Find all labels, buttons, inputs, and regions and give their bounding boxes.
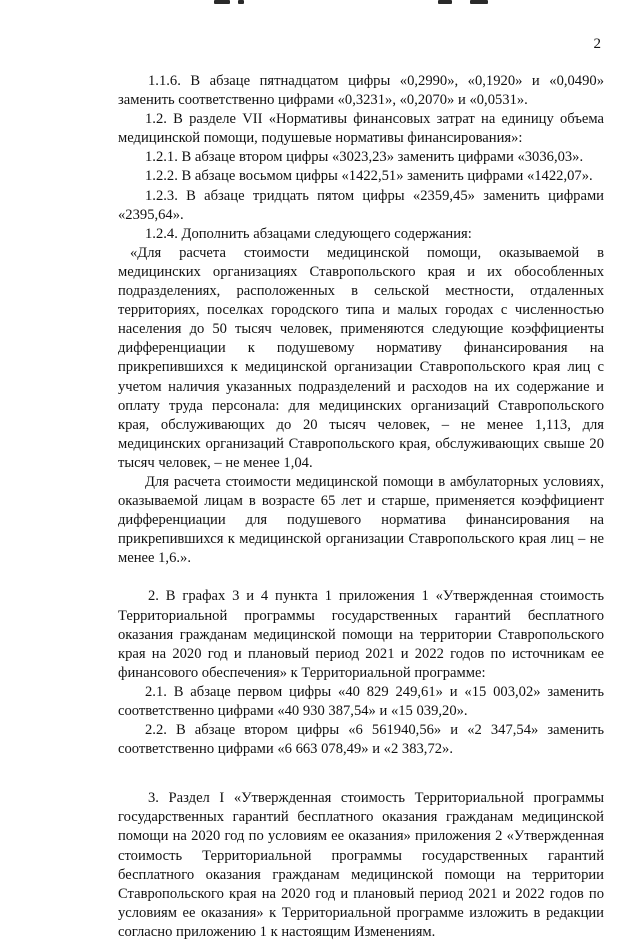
paragraph-1-2-4: 1.2.4. Дополнить абзацами следующего содержания:: [145, 225, 472, 242]
document-body: [118, 72, 604, 942]
paragraph-1-2-1: 1.2.1. В абзаце втором цифры «3023,23» заменить цифрами «3036,03».: [145, 149, 584, 166]
paragraph-3: 3. Раздел I «Утвержденная стоимость Территориальной программы государственных гарантий бесплатного оказания гражданам медицинской помощи на 2020 год по условиям ее оказания» приложения 2 «Утвержденная стоимость Территориальной программы государственных гарантий бесплатного оказания гражданам медицинской помощи на территории Ставропольского края на 2020 год и плановый период 2021 и 2022 годов по условиям ее оказания» к Территориальной программе изложить в редакции согласно приложению 1 к настоящим Изменениям.: [118, 790, 604, 940]
paragraph-1-1-6: 1.1.6. В абзаце пятнадцатом цифры «0,2990», «0,1920» и «0,0490» заменить соответственно цифрами «0,3231», «0,2070» и «0,0531».: [118, 73, 604, 109]
paragraph-2-1: 2.1. В абзаце первом цифры «40 829 249,61» и «15 003,02» заменить соответственно цифрами «40 930 387,54» и «15 039,20».: [118, 683, 604, 719]
paragraph-1-2-2: 1.2.2. В абзаце восьмом цифры «1422,51» заменить цифрами «1422,07».: [145, 168, 593, 185]
quoted-paragraph-age-65: Для расчета стоимости медицинской помощи в амбулаторных условиях, оказываемой лицам в возрасте 65 лет и старше, применяется коэффициент дифференциации для подушевого норматива финансирования на прикрепившихся к медицинской организации Ставропольского края лиц – не менее 1,6.».: [118, 473, 604, 567]
paragraph-1-2: 1.2. В разделе VII «Нормативы финансовых затрат на единицу объема медицинской помощи, подушевые нормативы финансирования»:: [118, 111, 604, 147]
paragraph-1-2-3: 1.2.3. В абзаце тридцать пятом цифры «2359,45» заменить цифрами «2395,64».: [118, 187, 604, 223]
quoted-paragraph-coefficients: «Для расчета стоимости медицинской помощи, оказываемой в медицинских организациях Ставропольского края и их обособленных подразделениях, расположенных в сельской местности, отдаленных территориях, поселках городского типа и малых городах с численностью населения до 50 тысяч человек, применяются следующие коэффициенты дифференциации к подушевому нормативу финансирования на прикрепившихся к медицинской организации Ставропольского края лиц с учетом наличия указанных подразделений и расходов на их содержание и оплату труда персонала: для медицинских организаций Ставропольского края, обслуживающих до 20 тысяч человек, – не менее 1,113, для медицинских организаций Ставропольского края, обслуживающих свыше 20 тысяч человек, – не менее 1,04.: [118, 244, 604, 471]
scan-top-edge-marks: [0, 0, 639, 8]
paragraph-2-2: 2.2. В абзаце втором цифры «6 561940,56» и «2 347,54» заменить соответственно цифрами «6 663 078,49» и «2 383,72».: [118, 722, 604, 758]
paragraph-2: 2. В графах 3 и 4 пункта 1 приложения 1 «Утвержденная стоимость Территориальной программы государственных гарантий бесплатного оказания гражданам медицинской помощи на территории Ставропольского края на 2020 год и плановый период 2021 и 2022 годов по источникам ее финансового обеспечения» к Территориальной программе:: [118, 588, 604, 681]
page-number: 2: [593, 36, 601, 52]
